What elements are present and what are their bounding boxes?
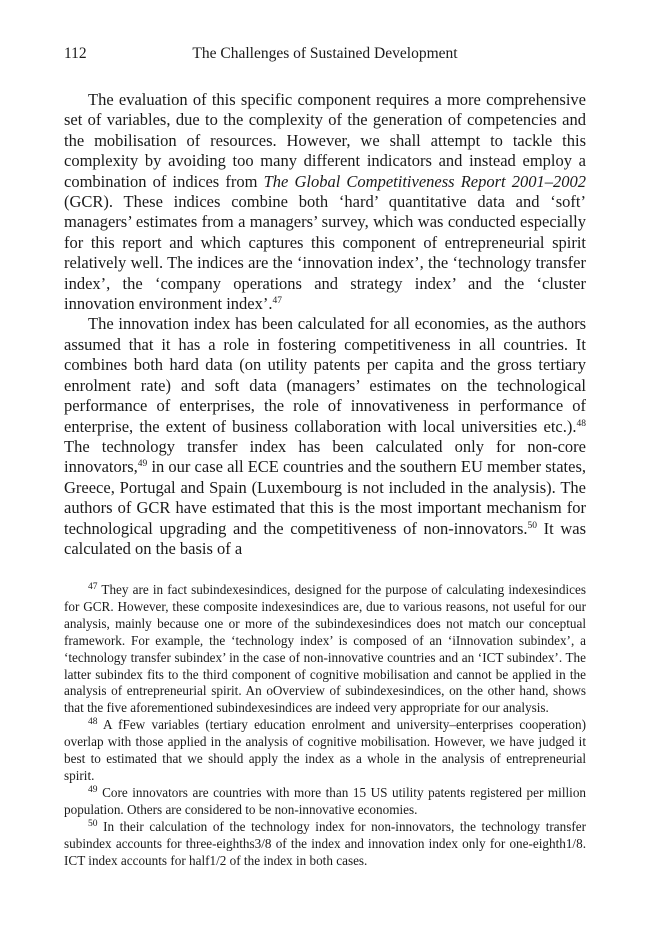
paragraph-text: The technology transfer index has been calculated only for non-core innovators, (64, 436, 586, 477)
running-head (64, 44, 586, 64)
footnote-text: Core innovators are countries with more than 15 US utility patents registered per million population. Others are considered to be non-innovative economies. (64, 784, 587, 817)
paragraph-text: The evaluation of this specific component requires a more comprehensive set of variables, due to the complexity of the generation of competencies and the mobilisation of resources. However, we shall attempt to tackle this complexity by avoiding too many different indicators and instead employ a combination of indices from (64, 90, 586, 191)
body-paragraph (64, 314, 586, 559)
paragraph-text: The innovation index has been calculated for all economies, as the authors assumed that it has a role in fostering competitiveness in all countries. It combines both hard data (on utility patents per capita and the gross tertiary enrolment rate) and soft data (managers’ estimates on the technological performance of enterprises, the role of innovativeness in performance of enterprise, the extent of business collaboration with local universities etc.). (64, 314, 586, 436)
footnote-number: 50 (88, 818, 98, 829)
body-paragraph (64, 90, 586, 314)
report-title: The Global Competitiveness Report 2001–2002 (263, 171, 586, 191)
footnote (64, 717, 586, 785)
footnote-reference[interactable]: 48 (576, 418, 586, 429)
footnote (64, 582, 586, 717)
footnote-text: A fFew variables (tertiary education enrolment and university–enterprises cooperation) overlap with those applied in the analysis of cognitive mobilisation. However, we have judged it best to estimated that we should apply the index as a whole in the analysis of entrepreneurial spirit. (64, 717, 586, 783)
footnote (64, 819, 586, 870)
paragraph-text: It was calculated on the basis of a (64, 518, 586, 558)
footnote (64, 785, 586, 819)
footnote-text: They are in fact subindexesindices, designed for the purpose of calculating indexesindices for GCR. However, these composite indexesindices are, due to various reasons, not useful for our analysis, mainly because one or more of the subindexesindices does not match our conceptual framework. For example, the ‘technology index’ is composed of an ‘iInnovation subindex’, a ‘technology transfer subindex’ in the case of non-innovative countries and an ‘ICT subindex’. The latter subindex fits to the third component of cognitive mobilisation and cannot be applied in the analysis of entrepreneurial spirit. An oOverview of subindexesindices, on the other hand, shows that the five aforementioned subindexesindices are indeed very appropriate for our analysis. (64, 582, 586, 716)
footnote-number: 48 (88, 717, 98, 728)
footnote-reference[interactable]: 49 (137, 459, 148, 470)
paragraph-text: in our case all ECE countries and the southern EU member states, Greece, Portugal and Spain (Luxembourg is not included in the analysis). The authors of GCR have estimated that this is the most important mechanism for technological upgrading and the competitiveness of non-innovators. (64, 457, 586, 538)
page-number: 112 (64, 45, 87, 62)
paragraph-text: (GCR). These indices combine both ‘hard’ quantitative data and ‘soft’ managers’ estimates from a managers’ survey, which was conducted especially for this report and which captures this component of entrepreneurial spirit relatively well. The indices are the ‘innovation index’, the ‘technology transfer index’, the ‘company operations and strategy index’ and the ‘cluster innovation environment index’. (64, 192, 586, 314)
body-text (64, 90, 586, 559)
footnote-text: In their calculation of the technology index for non-innovators, the technology transfer subindex accounts for three-eighths3/8 of the index and innovation index only for one-eighth1/8. ICT index accounts for half1/2 of the index in both cases. (64, 818, 587, 868)
footnotes (64, 582, 586, 869)
footnote-reference[interactable]: 47 (272, 296, 282, 307)
footnote-number: 47 (88, 582, 98, 592)
footnote-reference[interactable]: 50 (527, 520, 538, 531)
footnote-number: 49 (88, 784, 98, 795)
running-title: The Challenges of Sustained Development (192, 45, 458, 62)
